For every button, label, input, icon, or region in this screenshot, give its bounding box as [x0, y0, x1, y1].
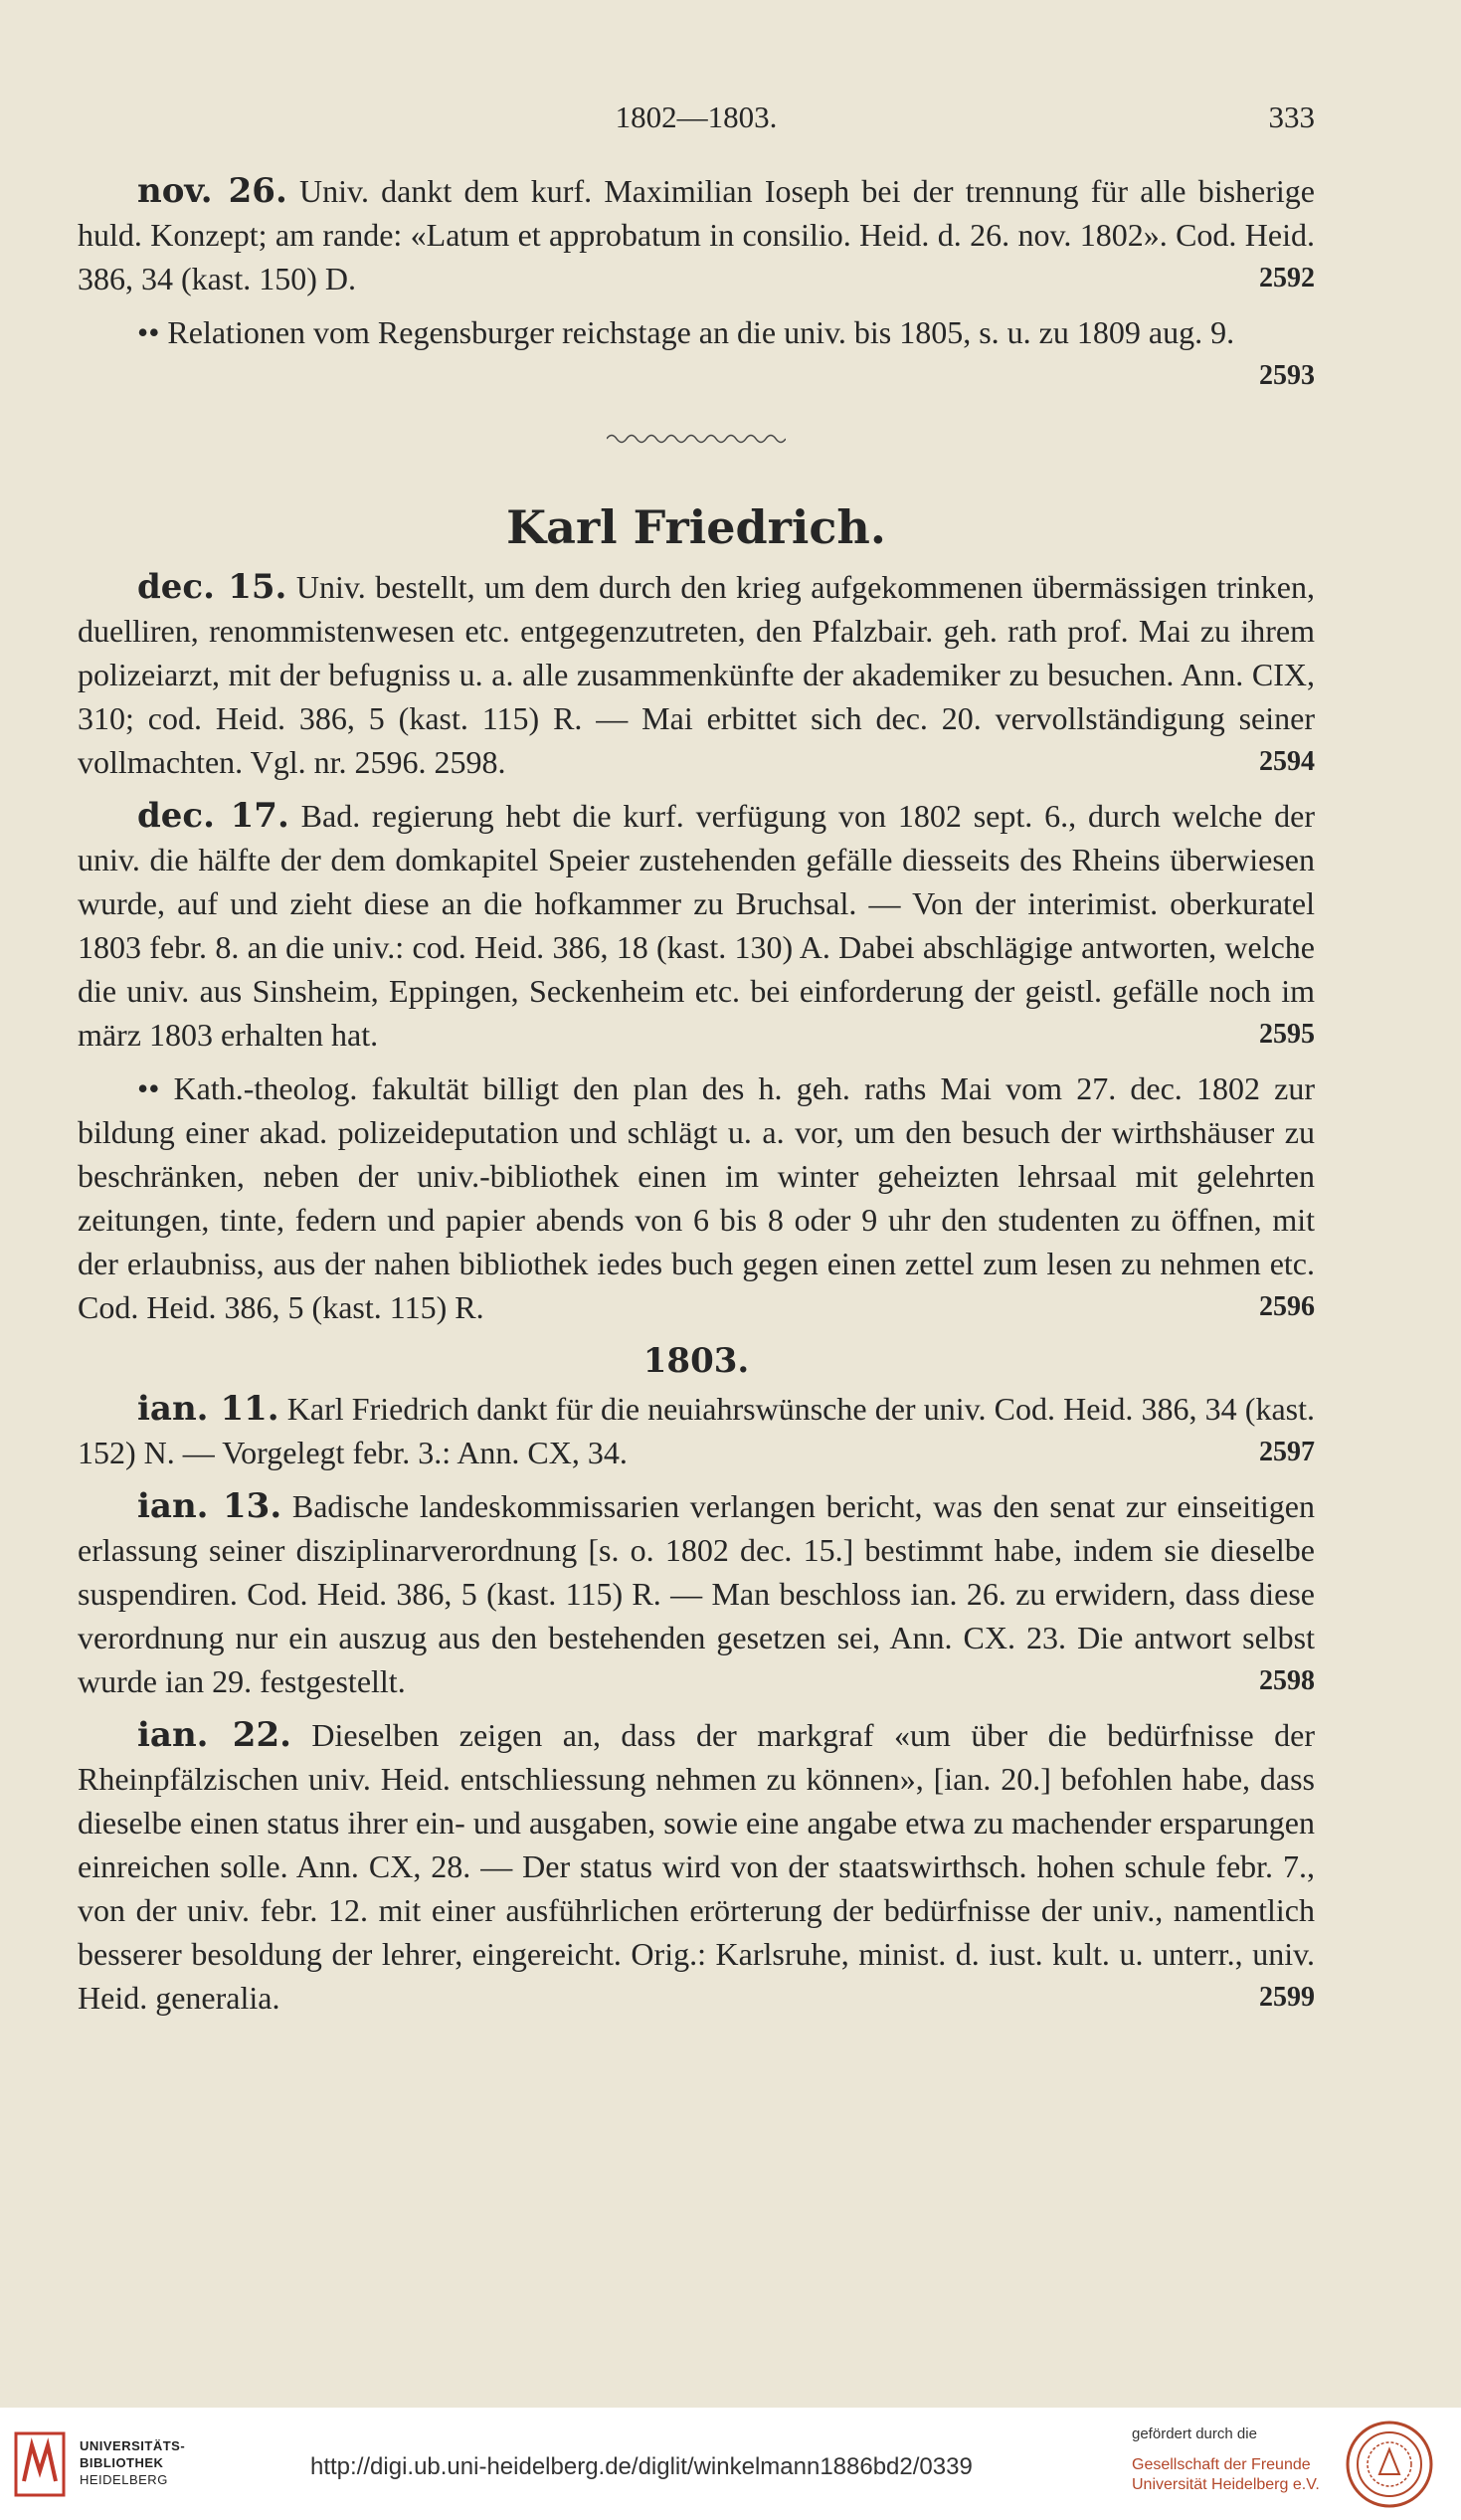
entry-number: 2595: [1259, 1019, 1315, 1050]
university-seal-icon[interactable]: [1345, 2420, 1434, 2509]
year-heading: 1803.: [642, 1341, 750, 1381]
entry-text: Karl Friedrich dankt für die neuiahrswünsche der univ. Cod. Heid. 386, 34 (kast. 152) N. — Vorgelegt febr. 3.: Ann. CX, 34.: [78, 1391, 1316, 1470]
entry-number: 2598: [1259, 1665, 1315, 1696]
funded-by-label: gefördert durch die: [1132, 2425, 1257, 2442]
entry: [78, 1387, 1315, 1474]
ornament-divider: [78, 408, 1315, 470]
entry-date: nov. 26.: [137, 171, 287, 211]
entry-text: Badische landeskommissarien verlangen bericht, was den senat zur einseitigen erlassung seiner disziplinarverordnung [s. o. 1802 dec. 15.] bestimmt habe, indem sie dieselbe suspendiren. Cod. Heid. 386, 5 (kast. 115) R. — Man beschloss ian. 26. zu erwidern, dass diese verordnung nur ein auszug aus den bestehenden gesetzen sei, Ann. CX. 23. Die antwort selbst wurde ian 29. festgestellt.: [78, 1488, 1315, 1699]
entry-number: 2593: [1259, 360, 1315, 391]
library-name-line2: BIBLIOTHEK: [80, 2455, 164, 2470]
entry-text: Dieselben zeigen an, dass der markgraf «um über die bedürfnisse der Rheinpfälzischen univ. Heid. entschliessung nehmen zu können», [ian. 20.] befohlen habe, dass dieselbe einen status ihrer ein- und ausgaben, sowie eine angabe etwa zu machender ersparungen einreichen solle. Ann. CX, 28. — Der status wird von der staatswirthsch. hohen schule febr. 7., von der univ. febr. 12. mit einer ausführlichen erörterung der bedürfnisse der univ., namentlich besserer besoldung der lehrer, eingereicht. Orig.: Karlsruhe, minist. d. iust. kult. u. unterr., univ. Heid. generalia.: [78, 1717, 1316, 2016]
library-name: [80, 2437, 185, 2488]
entry-number: 2599: [1259, 1982, 1315, 2013]
library-name-line3: HEIDELBERG: [80, 2472, 168, 2487]
page-header: [78, 96, 1315, 143]
sponsor-name: [1132, 2455, 1320, 2495]
entry: [78, 169, 1315, 300]
entry-date: dec. 15.: [137, 567, 287, 607]
permalink-url[interactable]: http://digi.ub.uni-heidelberg.de/diglit/winkelmann1886bd2/0339: [310, 2453, 973, 2480]
entry-number: 2592: [1259, 263, 1315, 293]
running-head-years: 1802—1803.: [615, 99, 778, 134]
entry: [78, 794, 1315, 1057]
entry-date: ian. 11.: [137, 1389, 279, 1429]
library-name-line1: UNIVERSITÄTS-: [80, 2438, 186, 2453]
library-logo-icon[interactable]: [14, 2431, 66, 2497]
entry: [78, 1484, 1315, 1703]
entry-date: ian. 22.: [137, 1715, 291, 1755]
page-text: [78, 96, 1315, 2030]
entry-text: •• Kath.-theolog. fakultät billigt den plan des h. geh. raths Mai vom 27. dec. 1802 zur bildung einer akad. polizeideputation und schlägt u. a. vor, um den besuch der wirthshäuser zu beschränken, neben der univ.-bibliothek einen im winter geheizten lehrsaal mit gelehrten zeitungen, tinte, federn und papier abends von 6 bis 8 oder 9 uhr den studenten zu öffnen, mit der erlaubniss, aus der nahen bibliothek iedes buch gegen einen zettel zum lesen zu nehmen etc. Cod. Heid. 386, 5 (kast. 115) R.: [78, 1070, 1315, 1325]
entry-text: •• Relationen vom Regensburger reichstage an die univ. bis 1805, s. u. zu 1809 aug. 9.: [137, 314, 1235, 350]
digital-library-footer: [0, 2408, 1461, 2520]
sponsor-name-line2: Universität Heidelberg e.V.: [1132, 2476, 1320, 2493]
entry-number: 2594: [1259, 746, 1315, 777]
entry: [78, 565, 1315, 784]
section-title: Karl Friedrich.: [506, 500, 886, 554]
entry-text: Univ. bestellt, um dem durch den krieg aufgekommenen übermässigen trinken, duelliren, renommistenwesen etc. entgegenzutreten, den Pfalzbair. geh. rath prof. Mai zu ihrem polizeiarzt, mit der befugniss u. a. alle zusammenkünfte der akademiker zu besuchen. Ann. CIX, 310; cod. Heid. 386, 5 (kast. 115) R. — Mai erbittet sich dec. 20. vervollständigung seiner vollmachten. Vgl. nr. 2596. 2598.: [78, 569, 1316, 780]
wave-ornament-icon: [607, 432, 786, 446]
entry: [78, 310, 1315, 398]
entry-number: 2597: [1259, 1437, 1315, 1467]
entry: [78, 1066, 1315, 1329]
entry: [78, 1713, 1315, 2020]
entry-text: Bad. regierung hebt die kurf. verfügung von 1802 sept. 6., durch welche der univ. die hälfte der dem domkapitel Speier zustehenden gefälle diesseits des Rheins überwiesen wurde, auf und zieht diese an die hofkammer zu Bruchsal. — Von der interimist. oberkuratel 1803 febr. 8. an die univ.: cod. Heid. 386, 18 (kast. 130) A. Dabei abschlägige antworten, welche die univ. aus Sinsheim, Eppingen, Seckenheim etc. bei einforderung der geistl. gefälle noch im märz 1803 erhalten hat.: [78, 798, 1316, 1053]
entry-text: Univ. dankt dem kurf. Maximilian Ioseph bei der trennung für alle bisherige huld. Konzept; am rande: «Latum et approbatum in consilio. Heid. d. 26. nov. 1802». Cod. Heid. 386, 34 (kast. 150) D.: [78, 173, 1316, 296]
entry-number: 2596: [1259, 1291, 1315, 1322]
sponsor-name-line1: Gesellschaft der Freunde: [1132, 2456, 1311, 2473]
entry-date: ian. 13.: [137, 1486, 282, 1526]
page-number: 333: [1268, 99, 1315, 134]
entry-date: dec. 17.: [137, 796, 289, 836]
